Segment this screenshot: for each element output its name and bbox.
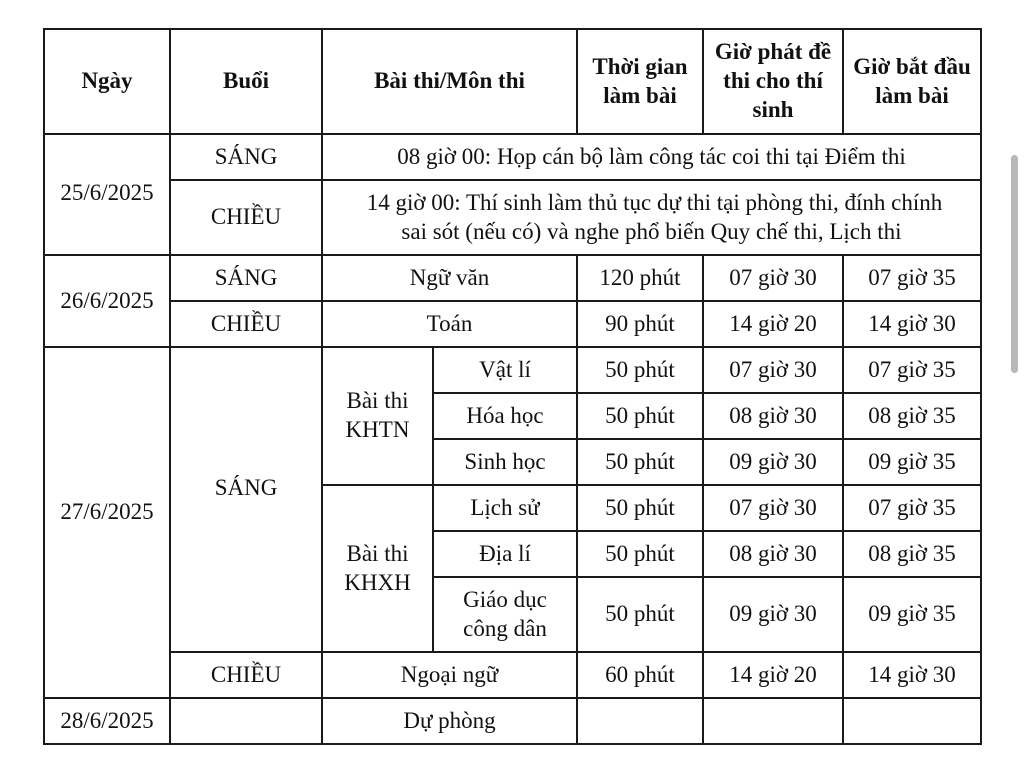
subject-cell [433, 577, 577, 652]
hand-out-time-cell: 14 giờ 20 [703, 301, 843, 347]
exam-group-cell [322, 347, 433, 485]
subject-cell: Địa lí [433, 531, 577, 577]
hand-out-time-cell: 09 giờ 30 [703, 577, 843, 652]
duration-cell [577, 698, 703, 744]
start-time-cell [843, 698, 981, 744]
start-time-cell: 09 giờ 35 [843, 577, 981, 652]
session-cell: CHIỀU [170, 652, 322, 698]
start-time-cell: 14 giờ 30 [843, 301, 981, 347]
session-cell: SÁNG [170, 134, 322, 180]
duration-cell: 60 phút [577, 652, 703, 698]
hand-out-time-cell: 07 giờ 30 [703, 485, 843, 531]
duration-cell: 50 phút [577, 531, 703, 577]
exam-group-label: KHXH [344, 569, 411, 595]
exam-schedule-table [43, 28, 982, 745]
subject-line: công dân [463, 615, 547, 641]
duration-cell: 50 phút [577, 439, 703, 485]
header-start-time: Giờ bắt đầu làm bài [843, 29, 981, 134]
subject-cell: Toán [322, 301, 577, 347]
hand-out-time-cell: 08 giờ 30 [703, 531, 843, 577]
hand-out-time-cell: 07 giờ 30 [703, 255, 843, 301]
hand-out-time-cell: 07 giờ 30 [703, 347, 843, 393]
header-date: Ngày [44, 29, 170, 134]
duration-cell: 50 phút [577, 393, 703, 439]
subject-cell: Hóa học [433, 393, 577, 439]
start-time-cell: 08 giờ 35 [843, 393, 981, 439]
session-cell: SÁNG [170, 255, 322, 301]
duration-cell: 50 phút [577, 485, 703, 531]
note-cell [322, 180, 981, 255]
exam-group-cell [322, 485, 433, 652]
date-cell: 28/6/2025 [44, 698, 170, 744]
table-row [44, 180, 981, 255]
exam-group-label: KHTN [345, 417, 410, 442]
duration-cell: 50 phút [577, 577, 703, 652]
start-time-cell: 09 giờ 35 [843, 439, 981, 485]
date-cell: 26/6/2025 [44, 255, 170, 347]
start-time-cell: 07 giờ 35 [843, 485, 981, 531]
table-row [44, 347, 981, 393]
subject-cell: Sinh học [433, 439, 577, 485]
table-row [44, 301, 981, 347]
hand-out-time-cell: 08 giờ 30 [703, 393, 843, 439]
subject-cell: Dự phòng [322, 698, 577, 744]
header-duration: Thời gian làm bài [577, 29, 703, 134]
subject-line: Giáo dục [463, 586, 547, 612]
session-cell: CHIỀU [170, 180, 322, 255]
vertical-scrollbar[interactable] [1011, 155, 1018, 373]
subject-cell: Lịch sử [433, 485, 577, 531]
hand-out-time-cell: 09 giờ 30 [703, 439, 843, 485]
session-cell [170, 698, 322, 744]
start-time-cell: 08 giờ 35 [843, 531, 981, 577]
duration-cell: 90 phút [577, 301, 703, 347]
exam-group-label: Bài thi [346, 540, 409, 566]
table-row [44, 698, 981, 744]
table-row [44, 652, 981, 698]
header-session: Buổi [170, 29, 322, 134]
duration-cell: 120 phút [577, 255, 703, 301]
subject-cell: Ngoại ngữ [322, 652, 577, 698]
note-line: sai sót (nếu có) và nghe phổ biến Quy chế thi, Lịch thi [401, 218, 902, 244]
duration-cell: 50 phút [577, 347, 703, 393]
hand-out-time-cell [703, 698, 843, 744]
subject-cell: Vật lí [433, 347, 577, 393]
note-line: 14 giờ 00: Thí sinh làm thủ tục dự thi tại phòng thi, đính chính [366, 189, 943, 215]
table-row [44, 134, 981, 180]
subject-cell: Ngữ văn [322, 255, 577, 301]
hand-out-time-cell: 14 giờ 20 [703, 652, 843, 698]
header-hand-out-time: Giờ phát đề thi cho thí sinh [703, 29, 843, 134]
exam-group-label: Bài thi [346, 388, 409, 414]
session-cell: CHIỀU [170, 301, 322, 347]
header-row [44, 29, 981, 134]
date-cell: 27/6/2025 [44, 347, 170, 698]
start-time-cell: 07 giờ 35 [843, 255, 981, 301]
session-cell: SÁNG [170, 347, 322, 652]
start-time-cell: 14 giờ 30 [843, 652, 981, 698]
start-time-cell: 07 giờ 35 [843, 347, 981, 393]
table-row [44, 255, 981, 301]
header-subject: Bài thi/Môn thi [322, 29, 577, 134]
date-cell: 25/6/2025 [44, 134, 170, 255]
note-cell: 08 giờ 00: Họp cán bộ làm công tác coi thi tại Điểm thi [322, 134, 981, 180]
